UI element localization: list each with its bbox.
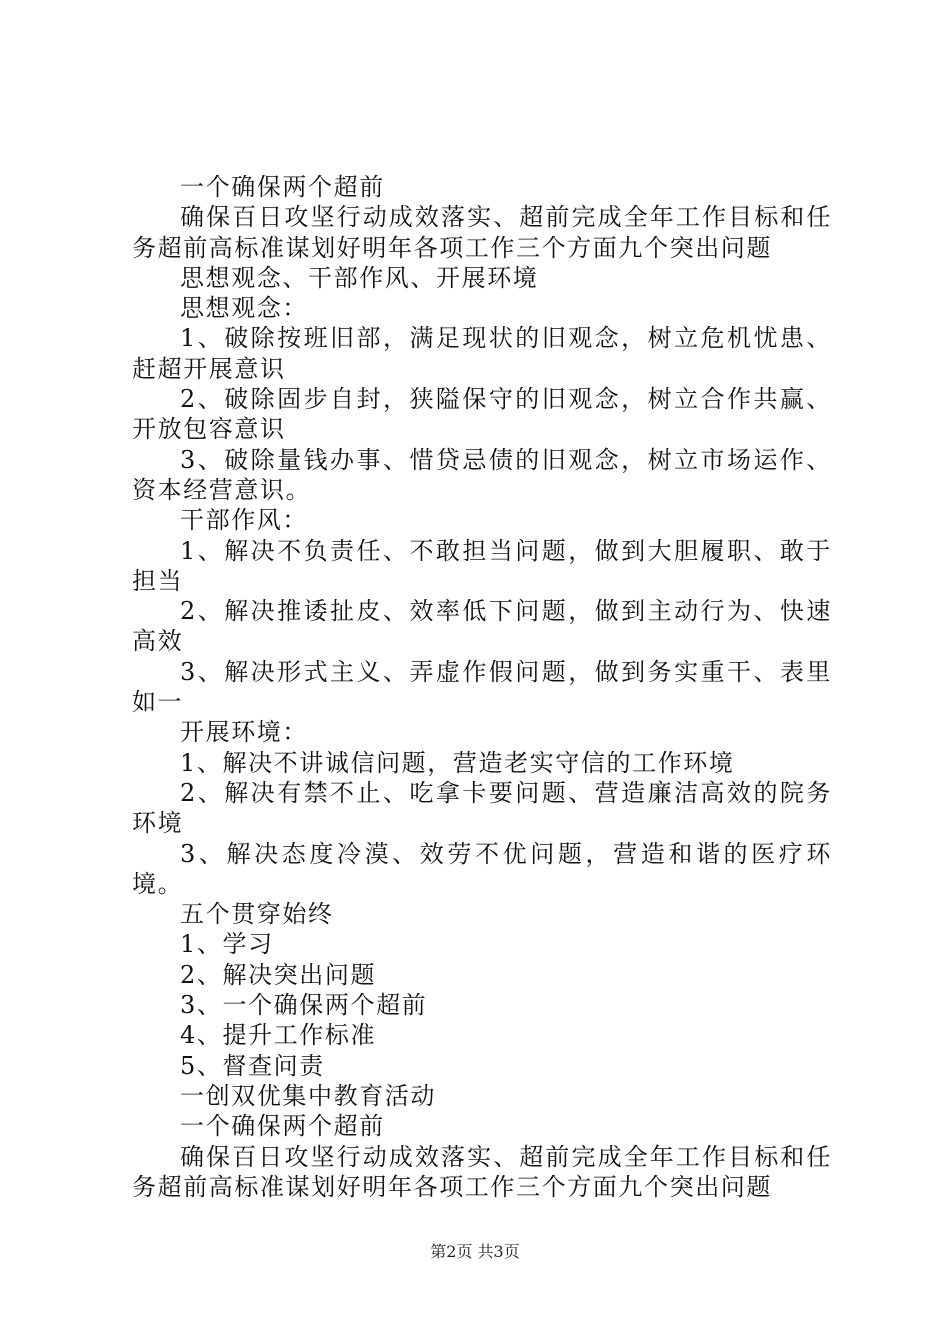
- paragraph-three-aspects: 思想观念、干部作风、开展环境: [180, 263, 539, 292]
- paragraph-five-item-4: 4、提升工作标准: [180, 1021, 377, 1050]
- paragraph-heading-cadre-style: 干部作风：: [180, 506, 308, 535]
- paragraph-thinking-item-2: 2、破除固步自封，狭隘保守的旧观念，树立合作共赢、开放包容意识: [132, 385, 832, 444]
- paragraph-ensure-description: 确保百日攻坚行动成效落实、超前完成全年工作目标和任务超前高标准谋划好明年各项工作三个方面九个突出问题: [132, 203, 832, 262]
- document-body: [132, 172, 832, 1202]
- paragraph-five-item-3: 3、一个确保两个超前: [180, 991, 428, 1020]
- paragraph-environment-item-2: 2、解决有禁不止、吃拿卡要问题、营造廉洁高效的院务环境: [132, 778, 832, 838]
- paragraph-cadre-item-2: 2、解决推诿扯皮、效率低下问题，做到主动行为、快速高效: [132, 597, 832, 656]
- paragraph-heading-thinking: 思想观念：: [180, 294, 308, 323]
- paragraph-thinking-item-3: 3、破除量钱办事、惜贷忌债的旧观念，树立市场运作、资本经营意识。: [132, 445, 832, 504]
- paragraph-five-item-2: 2、解决突出问题: [180, 960, 377, 989]
- paragraph-heading-education-activity: 一创双优集中教育活动: [180, 1081, 436, 1110]
- paragraph-heading-five-throughout: 五个贯穿始终: [180, 900, 334, 929]
- paragraph-heading-one-ensure: 一个确保两个超前: [180, 173, 385, 201]
- page-number-footer: 第2页 共3页: [430, 1242, 520, 1261]
- paragraph-five-item-5: 5、督查问责: [180, 1051, 325, 1080]
- paragraph-cadre-item-3: 3、解决形式主义、弄虚作假问题，做到务实重干、表里如一: [132, 657, 832, 717]
- paragraph-five-item-1: 1、学习: [180, 930, 274, 959]
- paragraph-environment-item-3: 3、解决态度冷漠、效劳不优问题，营造和谐的医疗环境。: [132, 839, 832, 898]
- paragraph-heading-environment: 开展环境：: [180, 718, 308, 747]
- paragraph-heading-one-ensure-repeat: 一个确保两个超前: [180, 1112, 385, 1141]
- paragraph-cadre-item-1: 1、解决不负责任、不敢担当问题，做到大胆履职、敢于担当: [132, 536, 832, 595]
- paragraph-thinking-item-1: 1、破除按班旧部，满足现状的旧观念，树立危机忧患、赶超开展意识: [132, 324, 832, 383]
- paragraph-environment-item-1: 1、解决不讲诚信问题，营造老实守信的工作环境: [180, 748, 735, 777]
- paragraph-ensure-description-repeat: 确保百日攻坚行动成效落实、超前完成全年工作目标和任务超前高标准谋划好明年各项工作三个方面九个突出问题: [132, 1142, 832, 1201]
